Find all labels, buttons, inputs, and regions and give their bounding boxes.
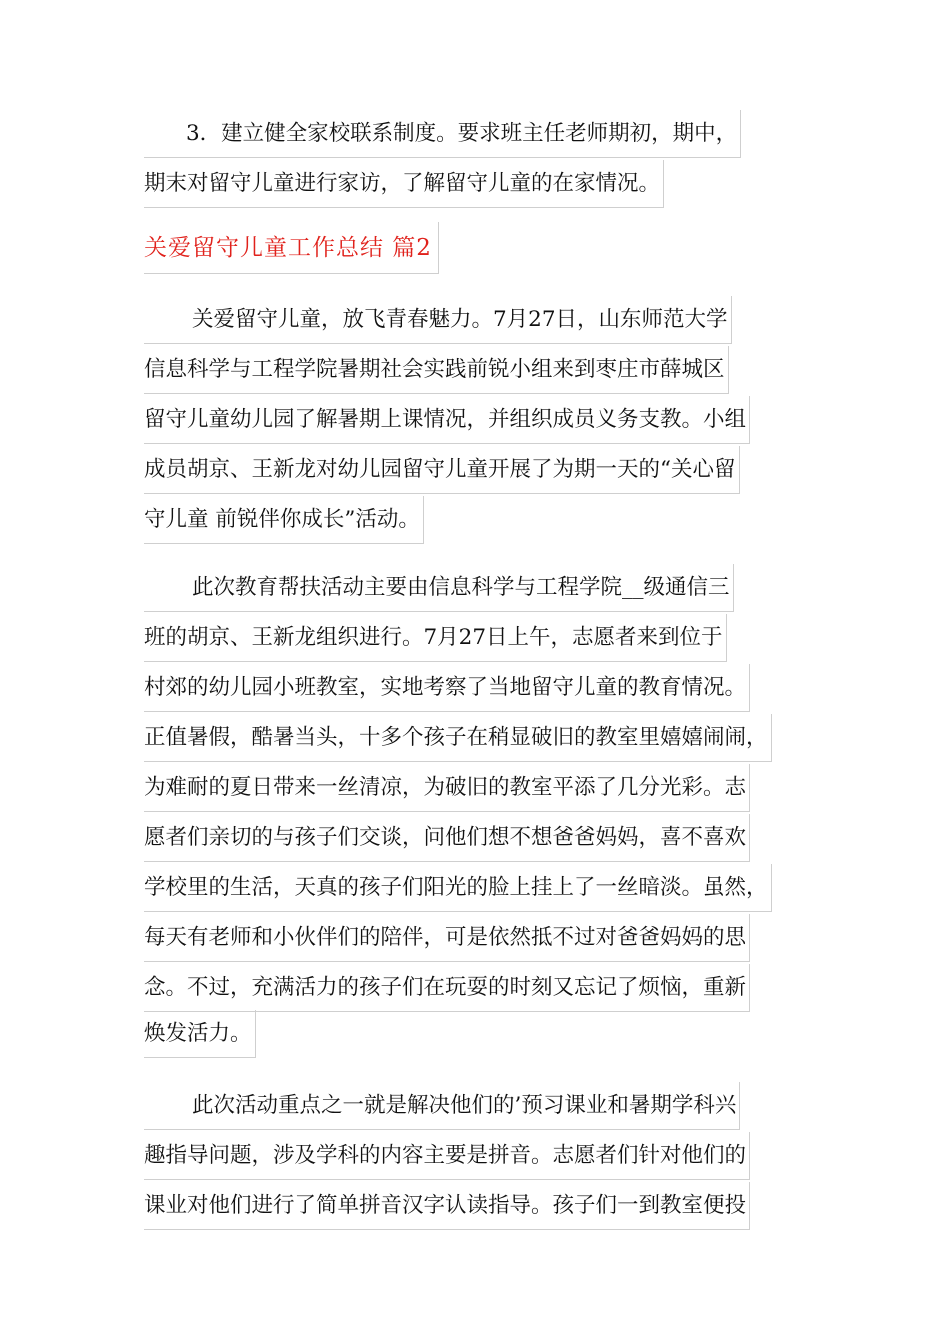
text-line: 成员胡京、王新龙对幼儿园留守儿童开展了为期一天的“关心留 bbox=[144, 446, 740, 494]
text-line: 念。不过，充满活力的孩子们在玩耍的时刻又忘记了烦恼，重新 bbox=[144, 964, 750, 1012]
text-line: 为难耐的夏日带来一丝清凉，为破旧的教室平添了几分光彩。志 bbox=[144, 764, 750, 812]
text-line: 村郊的幼儿园小班教室，实地考察了当地留守儿童的教育情况。 bbox=[144, 664, 750, 712]
text-line: 期末对留守儿童进行家访，了解留守儿童的在家情况。 bbox=[144, 160, 664, 208]
section-heading: 关爱留守儿童工作总结 篇2 bbox=[144, 222, 439, 274]
text-line: 此次教育帮扶活动主要由信息科学与工程学院__级通信三 bbox=[144, 564, 734, 612]
text-line: 愿者们亲切的与孩子们交谈，问他们想不想爸爸妈妈，喜不喜欢 bbox=[144, 814, 750, 862]
text-line: 守儿童 前锐伴你成长”活动。 bbox=[144, 496, 424, 544]
text-line: 3．建立健全家校联系制度。要求班主任老师期初，期中， bbox=[144, 110, 741, 158]
text-line: 留守儿童幼儿园了解暑期上课情况，并组织成员义务支教。小组 bbox=[144, 396, 750, 444]
text-line: 信息科学与工程学院暑期社会实践前锐小组来到枣庄市薛城区 bbox=[144, 346, 729, 394]
text-line: 每天有老师和小伙伴们的陪伴，可是依然抵不过对爸爸妈妈的思 bbox=[144, 914, 750, 962]
text-line: 班的胡京、王新龙组织进行。7月27日上午，志愿者来到位于 bbox=[144, 614, 727, 662]
text-line: 正值暑假，酷暑当头，十多个孩子在稍显破旧的教室里嬉嬉闹闹， bbox=[144, 714, 772, 762]
text-line: 关爱留守儿童，放飞青春魅力。7月27日，山东师范大学 bbox=[144, 296, 732, 344]
text-line: 焕发活力。 bbox=[144, 1010, 256, 1058]
text-line: 课业对他们进行了简单拼音汉字认读指导。孩子们一到教室便投 bbox=[144, 1182, 750, 1230]
text-line: 趣指导问题，涉及学科的内容主要是拼音。志愿者们针对他们的 bbox=[144, 1132, 750, 1180]
text-line: 学校里的生活，天真的孩子们阳光的脸上挂上了一丝暗淡。虽然， bbox=[144, 864, 772, 912]
text-line: 此次活动重点之一就是解决他们的’预习课业和暑期学科兴 bbox=[144, 1082, 740, 1130]
